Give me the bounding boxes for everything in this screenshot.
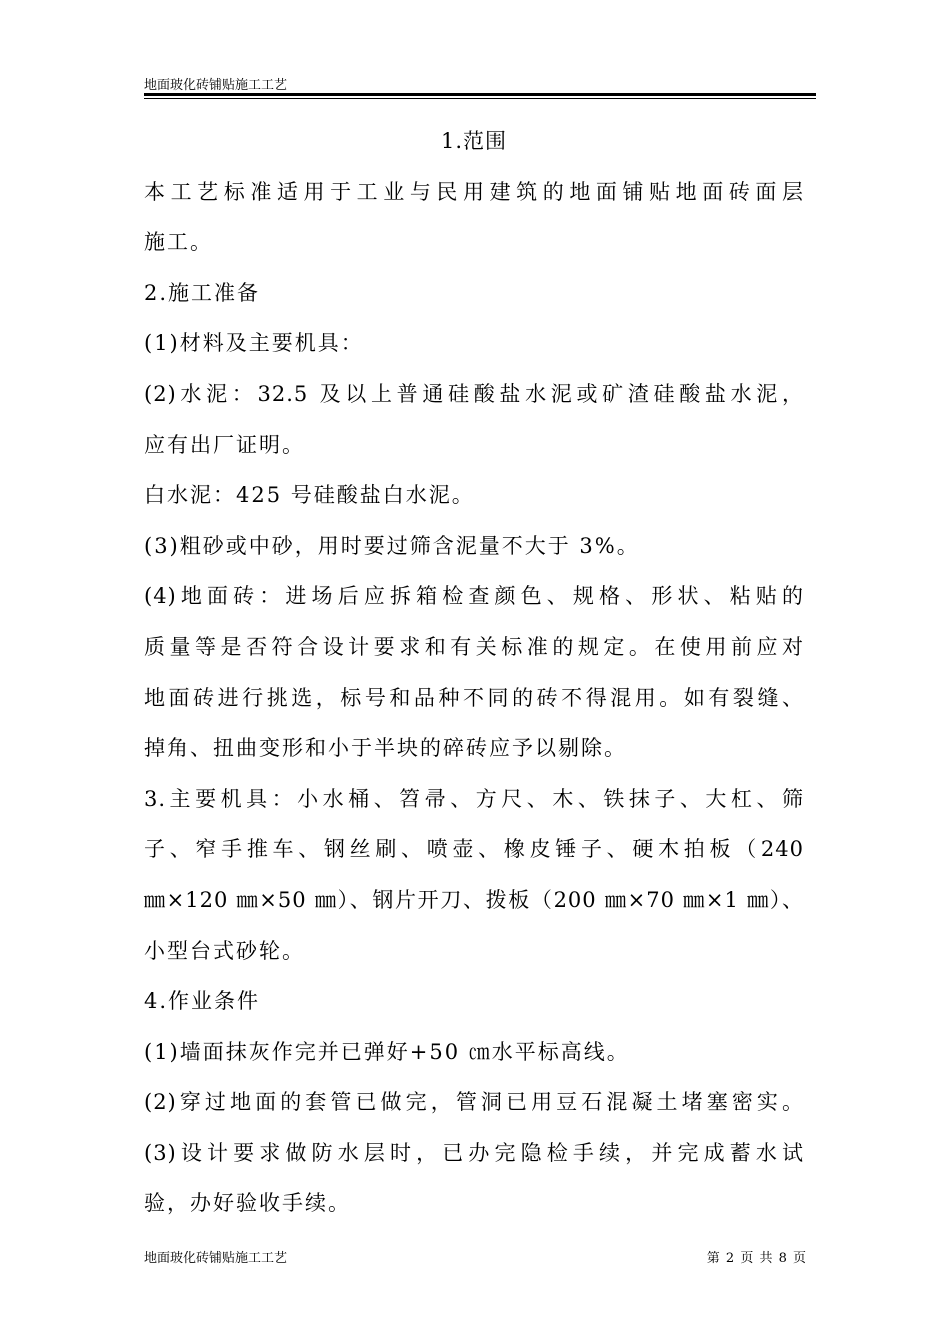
section-heading: 3.主要机具：小水桶、笤帚、方尺、木、铁抹子、大杠、筛 bbox=[144, 786, 804, 811]
paragraph-line: (4)地面砖：进场后应拆箱检查颜色、规格、形状、粘贴的 bbox=[144, 584, 804, 609]
paragraph-line: (2)水泥：32.5 及以上普通硅酸盐水泥或矿渣硅酸盐水泥， bbox=[144, 381, 804, 406]
section-title-scope: 1.范围 bbox=[440, 129, 508, 153]
page-number: 第 2 页 共 8 页 bbox=[706, 1251, 806, 1266]
section-heading: 4.作业条件 bbox=[144, 989, 261, 1014]
paragraph-line: 验，办好验收手续。 bbox=[144, 1191, 351, 1216]
paragraph-line: 小型台式砂轮。 bbox=[144, 938, 305, 963]
document-body bbox=[144, 116, 804, 1229]
page-header: 地面玻化砖铺贴施工工艺 bbox=[144, 78, 288, 93]
paragraph-line: 施工。 bbox=[144, 230, 213, 255]
paragraph-line: (3)粗砂或中砂，用时要过筛含泥量不大于 3%。 bbox=[144, 533, 640, 558]
header-rule-thin bbox=[144, 98, 816, 99]
header-rule-thick bbox=[144, 93, 816, 96]
paragraph-line: 质量等是否符合设计要求和有关标准的规定。在使用前应对 bbox=[144, 634, 804, 659]
paragraph-line: 地面砖进行挑选，标号和品种不同的砖不得混用。如有裂缝、 bbox=[144, 685, 804, 710]
paragraph-line: 应有出厂证明。 bbox=[144, 432, 305, 457]
paragraph-line: (1)材料及主要机具： bbox=[144, 331, 364, 356]
paragraph-line: 白水泥：425 号硅酸盐白水泥。 bbox=[144, 483, 475, 508]
paragraph-line: 本工艺标准适用于工业与民用建筑的地面铺贴地面砖面层 bbox=[144, 179, 804, 204]
paragraph-line: (1)墙面抹灰作完并已弹好+50 ㎝水平标高线。 bbox=[144, 1039, 630, 1064]
section-heading: 2.施工准备 bbox=[144, 280, 261, 305]
paragraph-line: (3)设计要求做防水层时，已办完隐检手续，并完成蓄水试 bbox=[144, 1140, 804, 1165]
paragraph-line: 子、窄手推车、钢丝刷、喷壶、橡皮锤子、硬木拍板（240 bbox=[144, 837, 804, 862]
paragraph-line: 掉角、扭曲变形和小于半块的碎砖应予以剔除。 bbox=[144, 736, 627, 761]
page-footer-title: 地面玻化砖铺贴施工工艺 bbox=[144, 1251, 288, 1266]
paragraph-line: ㎜×120 ㎜×50 ㎜）、钢片开刀、拨板（200 ㎜×70 ㎜×1 ㎜）、 bbox=[144, 887, 804, 912]
paragraph-line: (2)穿过地面的套管已做完，管洞已用豆石混凝土堵塞密实。 bbox=[144, 1090, 804, 1115]
